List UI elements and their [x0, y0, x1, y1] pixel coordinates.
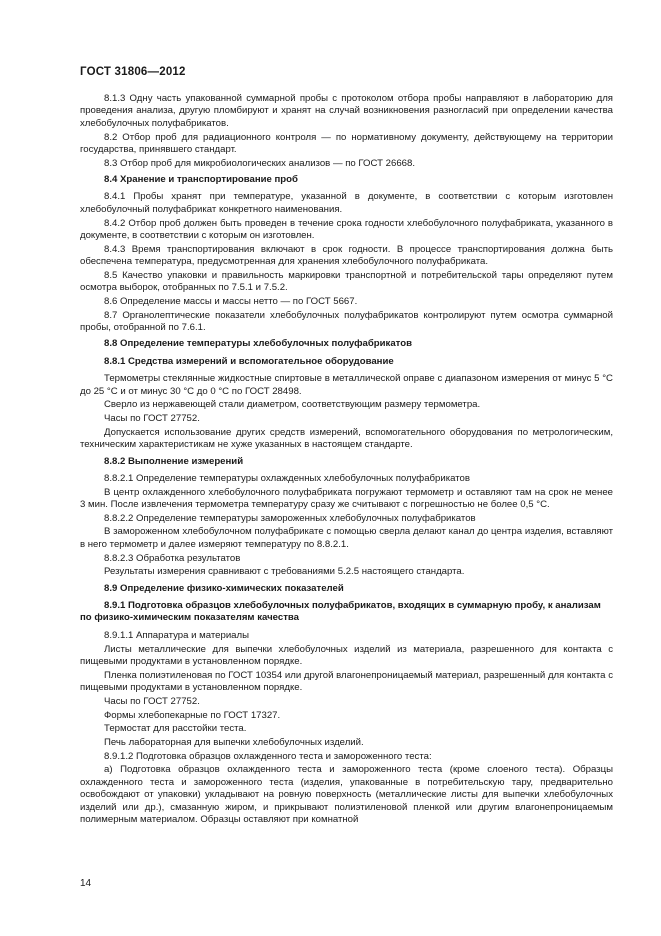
paragraph: 8.8.2.3 Обработка результатов — [104, 552, 241, 564]
paragraph: Допускается использование других средств измерений, вспомогательного оборудования по метрологическим, техническим характеристикам не хуже указанных в настоящем стандарте. — [80, 426, 613, 451]
paragraph: Термометры стеклянные жидкостные спиртовые в металлической оправе с диапазоном измерения от минус 5 °С до 25 °С и от минус 30 °С до 0 °С по ГОСТ 28498. — [80, 373, 613, 397]
paragraph: 8.6 Определение массы и массы нетто — по ГОСТ 5667. — [104, 295, 358, 307]
paragraph: В центр охлажденного хлебобулочного полуфабриката погружают термометр и оставляют там на срок не менее 3 мин. После извлечения термометра температуру сразу же считывают с погрешностью не более 0,5 °С. — [80, 486, 613, 511]
paragraph: Часы по ГОСТ 27752. — [104, 413, 200, 425]
paragraph: 8.1.3 Одну часть упакованной суммарной пробы с протоколом отбора пробы направляют в лабораторию для проведения анализа, другую пломбируют и хранят на случай возникновения разногласий при определении качества хлебобулочных полуфабрикатов. — [80, 93, 613, 129]
paragraph: 8.2 Отбор проб для радиационного контроля — по нормативному документу, действующему на территории государства, принявшего стандарт. — [80, 131, 613, 155]
section-heading: 8.4 Хранение и транспортирование проб — [104, 174, 298, 186]
paragraph: 8.9.1.1 Аппаратура и материалы — [104, 629, 250, 641]
section-heading: 8.8.1 Средства измерений и вспомогательное оборудование — [104, 355, 394, 367]
paragraph: 8.5 Качество упаковки и правильность маркировки транспортной и потребительской тары определяют путем осмотра выборок, отобранных по 7.5.1 и 7.5.2. — [80, 269, 613, 294]
paragraph: 8.7 Органолептические показатели хлебобулочных полуфабрикатов контролируют путем осмотра суммарной пробы, отобранной по 7.6.1. — [80, 309, 613, 333]
paragraph: Сверло из нержавеющей стали диаметром, соответствующим размеру термометра. — [104, 399, 481, 411]
paragraph: 8.8.2.2 Определение температуры замороженных хлебобулочных полуфабрикатов — [104, 512, 476, 524]
paragraph: В замороженном хлебобулочном полуфабрикате с помощью сверла делают канал до центра изделия, вставляют в него термометр и далее измеряют температуру по 8.8.2.1. — [80, 526, 613, 550]
document-header: ГОСТ 31806—2012 — [80, 66, 186, 78]
paragraph: Часы по ГОСТ 27752. — [104, 695, 200, 707]
paragraph: 8.9.1.2 Подготовка образцов охлажденного теста и замороженного теста: — [104, 750, 432, 762]
paragraph: а) Подготовка образцов охлажденного теста и замороженного теста (кроме слоеного теста). Образцы охлажденного теста и замороженного теста (изделия, упакованные в потребительскую тару, предварительно освобождают от упаковки) укладывают на ровную поверхность (металлические листы для выпечки хлебобулочных изделий или др.), смазанную жиром, и прикрывают полиэтиленовой пленкой или другим влагонепроницаемым полимерным материалом. Образцы оставляют при комнатной — [80, 764, 613, 825]
section-heading: 8.8 Определение температуры хлебобулочных полуфабрикатов — [104, 338, 413, 350]
section-heading: 8.8.2 Выполнение измерений — [104, 455, 244, 467]
paragraph: 8.4.2 Отбор проб должен быть проведен в течение срока годности хлебобулочного полуфабриката, указанного в документе, в соответствии с которым он изготовлен. — [80, 217, 613, 241]
paragraph: Термостат для расстойки теста. — [104, 723, 247, 735]
paragraph: Формы хлебопекарные по ГОСТ 17327. — [104, 709, 281, 721]
section-heading: 8.9.1 Подготовка образцов хлебобулочных полуфабрикатов, входящих в суммарную пробу, к анализам по физико-химическим показателям качества — [80, 600, 601, 624]
page-number: 14 — [80, 878, 92, 889]
section-heading: 8.9 Определение физико-химических показателей — [104, 582, 344, 594]
paragraph: 8.8.2.1 Определение температуры охлажденных хлебобулочных полуфабрикатов — [104, 472, 470, 484]
paragraph: Печь лабораторная для выпечки хлебобулочных изделий. — [104, 736, 364, 748]
paragraph: 8.4.3 Время транспортирования включают в срок годности. В процессе транспортирования должна быть обеспечена температура, предусмотренная для хранения хлебобулочного полуфабриката. — [80, 243, 613, 268]
paragraph: Пленка полиэтиленовая по ГОСТ 10354 или другой влагонепроницаемый материал, разрешенный для контакта с пищевыми продуктами в установленном порядке. — [80, 669, 613, 694]
document-body — [80, 93, 613, 828]
paragraph: Результаты измерения сравнивают с требованиями 5.2.5 настоящего стандарта. — [104, 566, 465, 578]
paragraph: 8.4.1 Пробы хранят при температуре, указанной в документе, в соответствии с которым изготовлен хлебобулочный полуфабрикат конкретного наименования. — [80, 191, 613, 215]
paragraph: Листы металлические для выпечки хлебобулочных изделий из материала, разрешенного для контакта с пищевыми продуктами в установленном порядке. — [80, 643, 613, 667]
paragraph: 8.3 Отбор проб для микробиологических анализов — по ГОСТ 26668. — [104, 157, 415, 169]
